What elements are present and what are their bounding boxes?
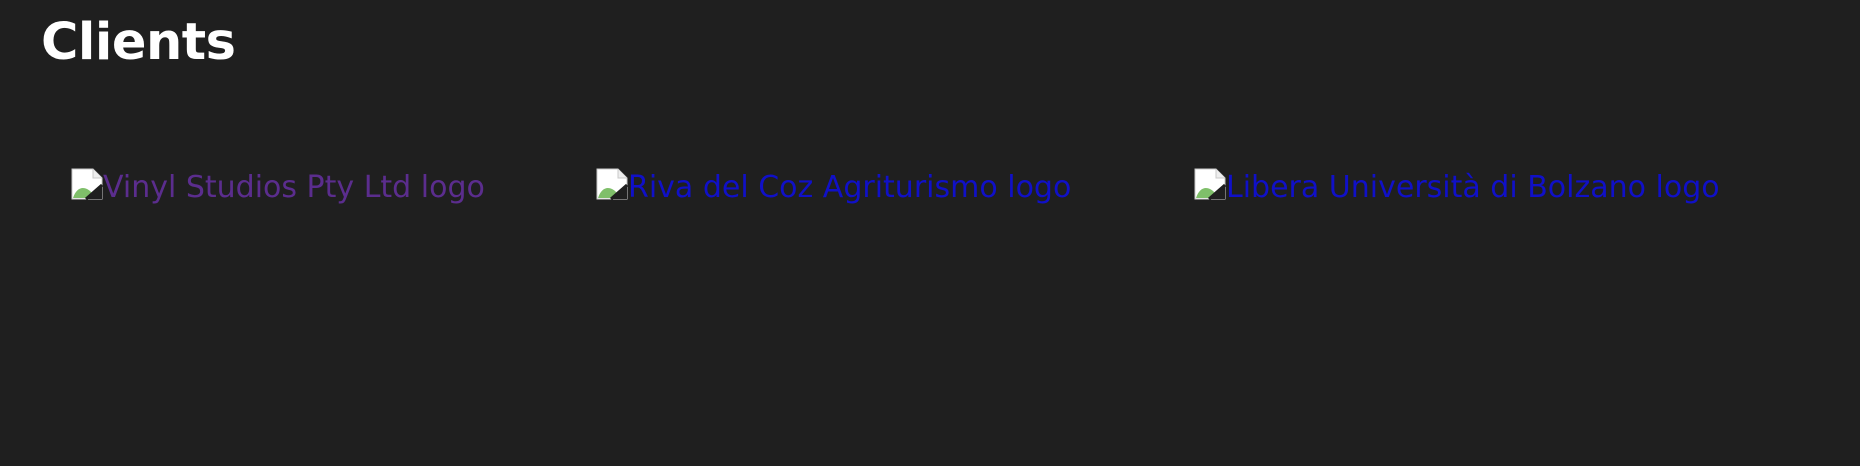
client-logo-alt-text: Vinyl Studios Pty Ltd logo: [103, 170, 485, 205]
client-link-vinyl-studios[interactable]: [71, 168, 485, 208]
broken-image-icon: [71, 168, 103, 200]
client-logo-alt-text: Libera Università di Bolzano logo: [1226, 170, 1720, 205]
broken-image-icon: [596, 168, 628, 200]
page-title: Clients: [41, 13, 236, 72]
broken-image-icon: [1194, 168, 1226, 200]
client-link-riva-del-coz[interactable]: [596, 168, 1071, 208]
client-link-libera-universita-bolzano[interactable]: [1194, 168, 1720, 208]
client-logo-alt-text: Riva del Coz Agriturismo logo: [628, 170, 1072, 205]
